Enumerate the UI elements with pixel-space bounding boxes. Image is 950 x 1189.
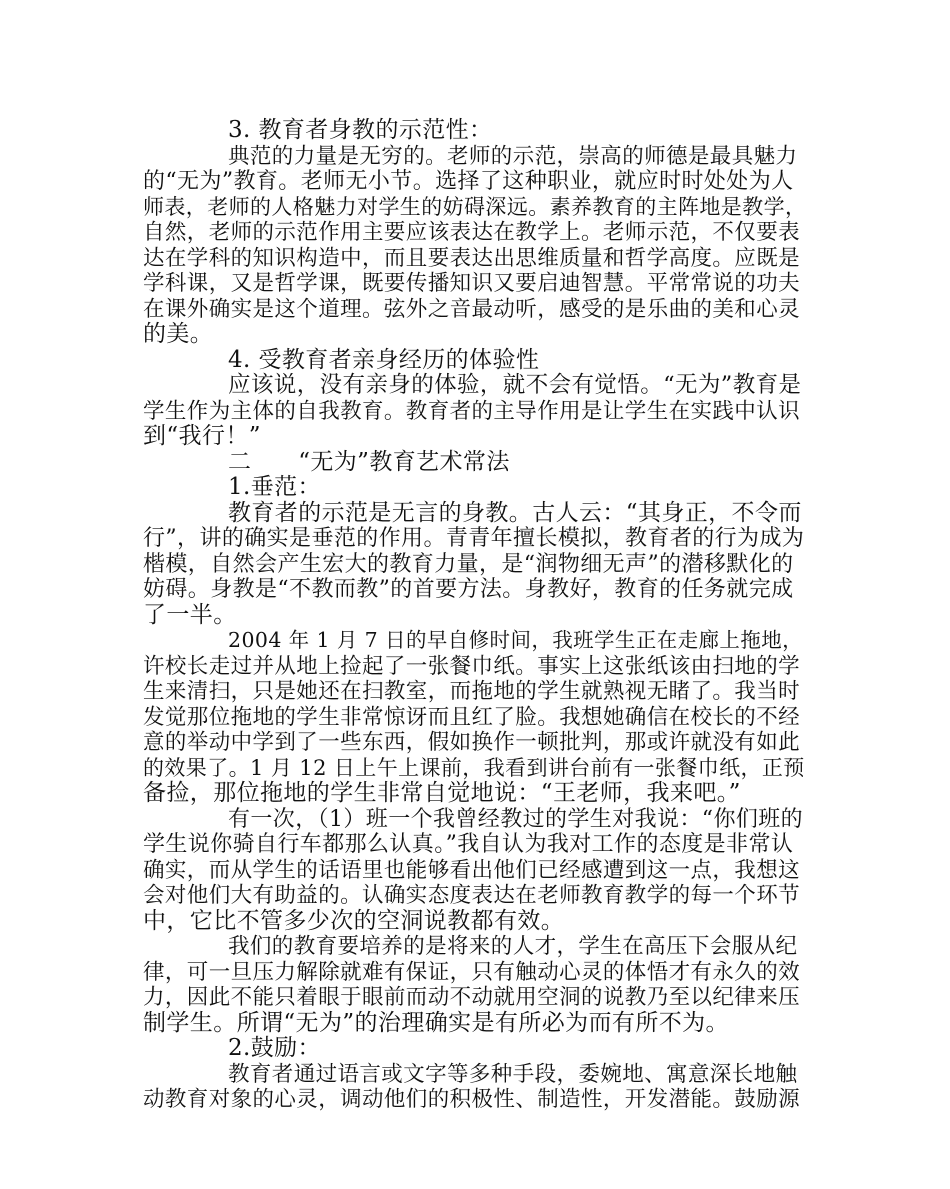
paragraph-line: 师表，老师的人格魅力对学生的妨碍深远。素养教育的主阵地是教学， [143,194,807,219]
paragraph-line: 学科课，又是哲学课，既要传播知识又要启迪智慧。平常常说的功夫 [143,271,801,296]
paragraph-line: 自然，老师的示范作用主要应该表达在教学上。老师示范，不仅要表 [143,220,801,245]
paragraph-line: 学生说你骑自行车都那么认真。”我自认为我对工作的态度是非常认 [143,832,794,857]
paragraph-line: 2004 年 1 月 7 日的早自修时间，我班学生正在走廊上拖地， [228,628,804,652]
paragraph-line: 会对他们大有助益的。认确实态度表达在老师教育教学的每一个环节 [143,883,801,908]
paragraph-line: 力，因此不能只着眼于眼前而动不动就用空洞的说教乃至以纪律来压 [143,985,801,1010]
section-heading: 3. 教育者身教的示范性： [228,117,493,143]
paragraph-line: 教育者通过语言或文字等多种手段，委婉地、寓意深长地触 [228,1061,798,1087]
paragraph-line: 楷模，自然会产生宏大的教育力量，是“润物细无声”的潜移默化的 [143,551,794,577]
paragraph-line: 典范的力量是无穷的。老师的示范，崇高的师德是最具魅力 [228,143,798,169]
paragraph-line: 应该说，没有亲身的体验，就不会有觉悟。“无为”教育是 [228,372,802,398]
document-page [143,118,806,1113]
paragraph-line: 的“无为”教育。老师无小节。选择了这种职业，就应时时处处为人 [143,169,794,194]
paragraph-line: 发觉那位拖地的学生非常惊讶而且红了脸。我想她确信在校长的不经 [143,704,801,730]
paragraph-line: 中，它比不管多少次的空洞说教都有效。 [143,907,565,934]
paragraph-line: 妨碍。身教是“不教而教”的首要方法。身教好，教育的任务就完成 [143,577,794,602]
paragraph-line: 制学生。所谓“无为”的治理确实是有所必为而有所不为。 [143,1009,729,1036]
paragraph-line: 达在学科的知识构造中，而且要表达出思维质量和哲学高度。应既是 [143,245,801,271]
section-heading: 1.垂范： [228,474,321,500]
paragraph-line: 的美。 [143,321,214,347]
paragraph-line: 确实，而从学生的话语里也能够看出他们已经感遭到这一点，我想这 [143,857,801,883]
paragraph-line: 在课外确实是这个道理。弦外之音最动听，感受的是乐曲的美和心灵 [143,296,801,322]
paragraph-line: 有一次，（1）班一个我曾经教过的学生对我说：“你们班的 [228,806,804,832]
chapter-heading: 二 “无为”教育艺术常法 [228,448,510,475]
paragraph-line: 意的举动中学到了一些东西，假如换作一顿批判，那或许就没有如此 [143,730,801,755]
paragraph-line: 生来清扫，只是她还在扫教室，而拖地的学生就熟视无睹了。我当时 [143,679,801,704]
paragraph-line: 我们的教育要培养的是将来的人才，学生在高压下会服从纪 [228,934,798,959]
paragraph-line: 到“我行！” [143,423,261,449]
paragraph-line: 行”，讲的确实是垂范的作用。青青年擅长模拟，教育者的行为成为 [143,526,805,551]
paragraph-line: 许校长走过并从地上捡起了一张餐巾纸。事实上这张纸该由扫地的学 [143,653,801,679]
paragraph-line: 备捡，那位拖地的学生非常自觉地说：“王老师，我来吧。” [143,780,741,806]
section-heading: 2.鼓励： [228,1035,321,1061]
paragraph-line: 律，可一旦压力解除就难有保证，只有触动心灵的体悟才有永久的效 [143,959,801,985]
paragraph-line: 教育者的示范是无言的身教。古人云：“其身正，不令而 [228,499,802,526]
paragraph-line: 了一半。 [143,601,237,628]
paragraph-line: 动教育对象的心灵，调动他们的积极性、制造性，开发潜能。鼓励源 [143,1087,801,1112]
paragraph-line: 学生作为主体的自我教育。教育者的主导作用是让学生在实践中认识 [143,398,801,424]
paragraph-line: 的效果了。1 月 12 日上午上课前，我看到讲台前有一张餐巾纸，正预 [143,755,805,780]
section-heading: 4. 受教育者亲身经历的体验性 [228,346,540,373]
